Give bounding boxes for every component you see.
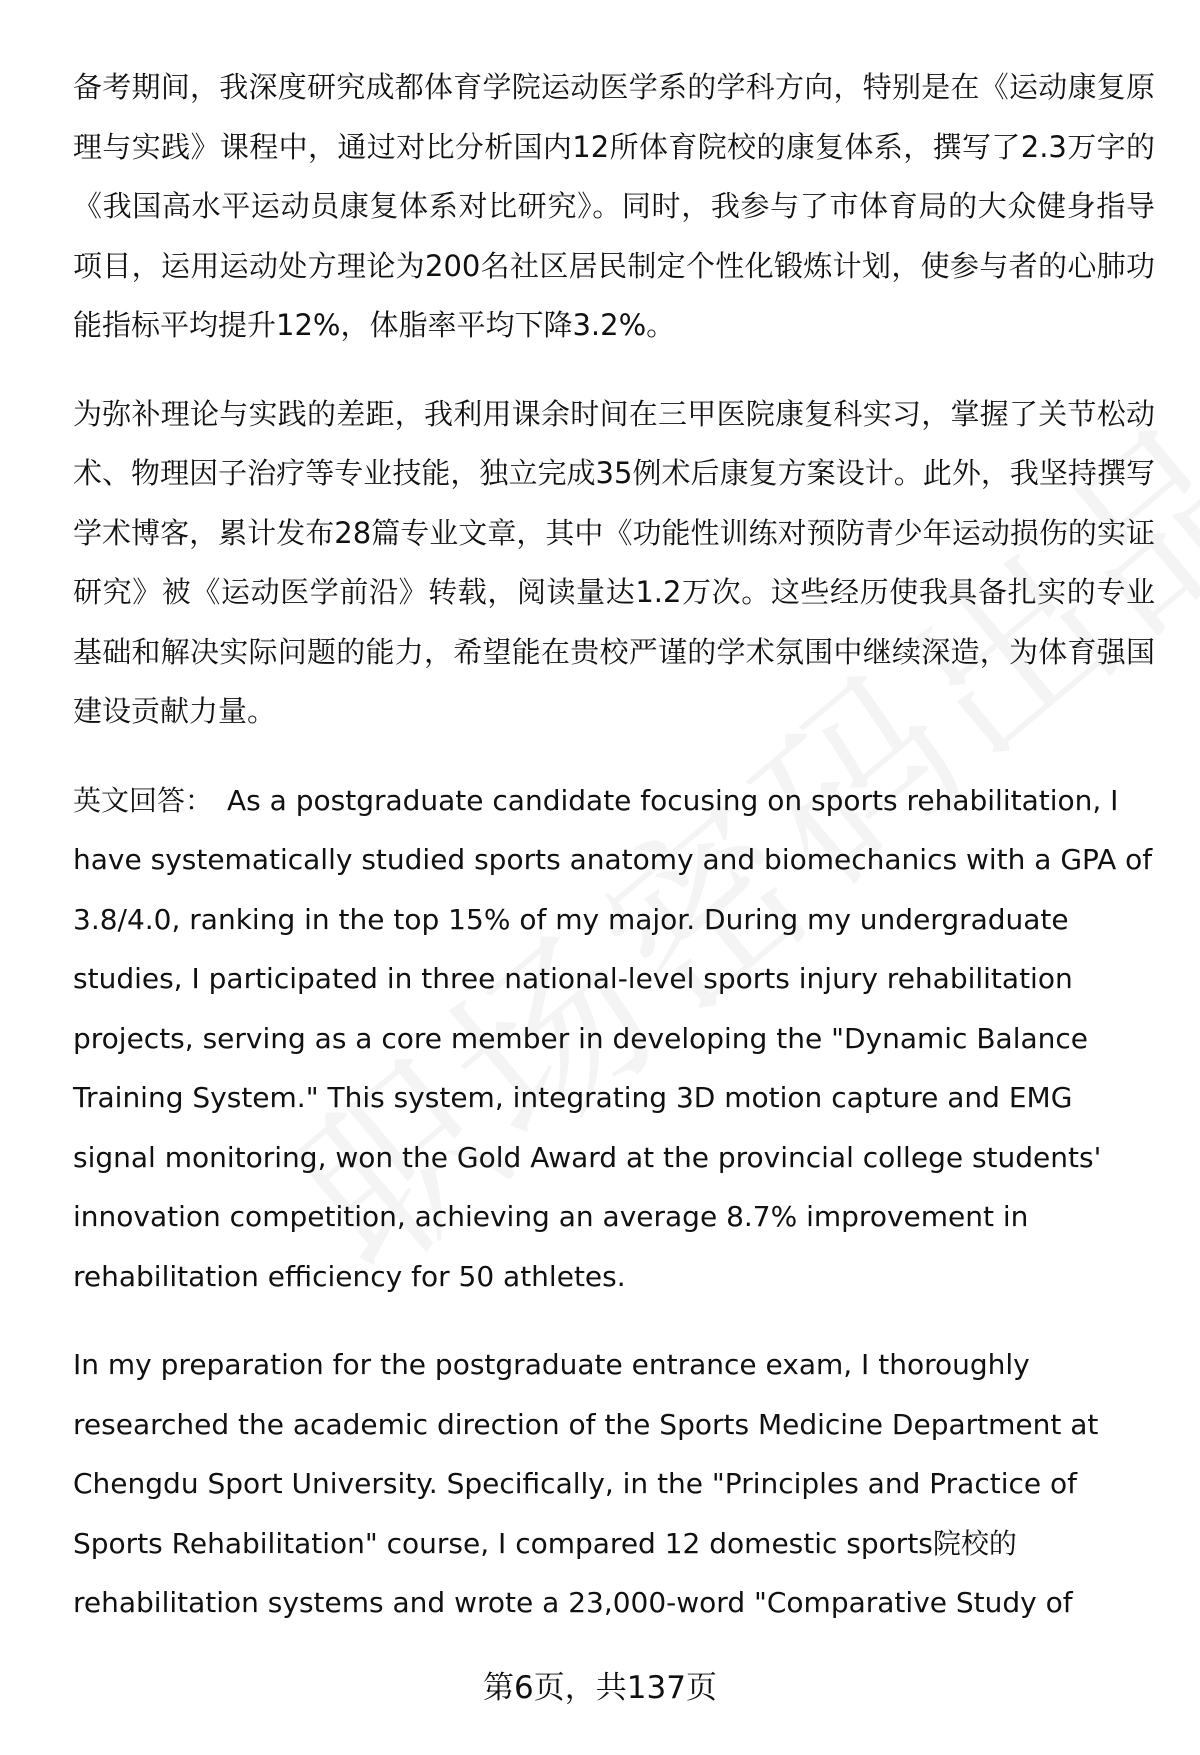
english-answer-text: As a postgraduate candidate focusing on sports rehabilitation, I have systematically studied sports anatomy and biomechanics with a GPA of 3.8/4.0, ranking in the top 15% of my major. During my undergraduate studies, I participated in three national-level sports injury rehabilitation projects, serving as a core member in developing the "Dynamic Balance Training System." This system, integrating 3D motion capture and EMG signal monitoring, won the Gold Award at the provincial college students' innovation competition, achieving an average 8.7% improvement in rehabilitation efficiency for 50 athletes.: [73, 783, 1153, 1293]
document-body: [73, 58, 1155, 1662]
paragraph-en-2: In my preparation for the postgraduate entrance exam, I thoroughly researched the academic direction of the Sports Medicine Department at Chengdu Sport University. Specifically, in the "Principles and Practice of Sports Rehabilitation" course, I compared 12 domestic sports院校的 rehabilitation systems and wrote a 23,000-word "Comparative Study of: [73, 1348, 1099, 1619]
english-answer-label: 英文回答：: [73, 783, 214, 817]
paragraph-cn-2: 为弥补理论与实践的差距，我利用课余时间在三甲医院康复科实习，掌握了关节松动术、物理因子治疗等专业技能，独立完成35例术后康复方案设计。此外，我坚持撰写学术博客，累计发布28篇专业文章，其中《功能性训练对预防青少年运动损伤的实证研究》被《运动医学前沿》转载，阅读量达1.2万次。这些经历使我具备扎实的专业基础和解决实际问题的能力，希望能在贵校严谨的学术氛围中继续深造，为体育强国建设贡献力量。: [73, 396, 1155, 728]
paragraph-en-1: [73, 771, 1155, 1307]
paragraph-cn-1: 备考期间，我深度研究成都体育学院运动医学系的学科方向，特别是在《运动康复原理与实践》课程中，通过对比分析国内12所体育院校的康复体系，撰写了2.3万字的《我国高水平运动员康复体系对比研究》。同时，我参与了市体育局的大众健身指导项目，运用运动处方理论为200名社区居民制定个性化锻炼计划，使参与者的心肺功能指标平均提升12%，体脂率平均下降3.2%。: [73, 70, 1155, 342]
page-number: 第6页，共137页: [483, 1670, 717, 1706]
